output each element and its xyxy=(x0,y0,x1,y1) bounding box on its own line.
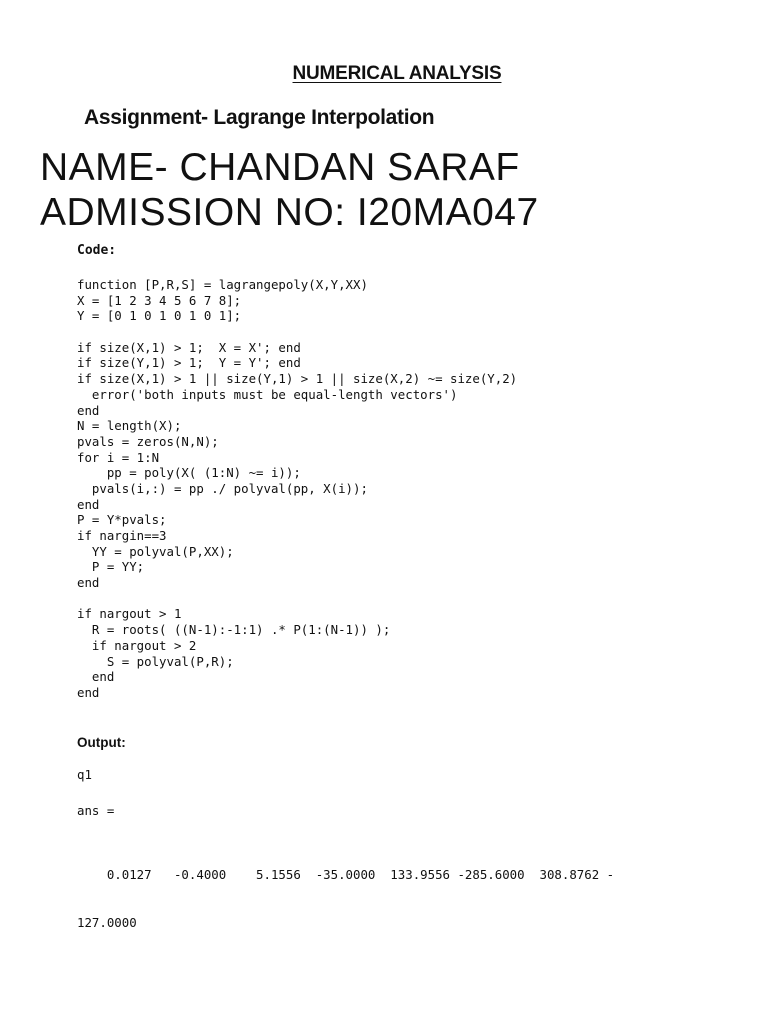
code-line xyxy=(77,324,517,340)
output-heading: Output: xyxy=(77,735,126,750)
code-line: end xyxy=(77,402,100,418)
course-title: NUMERICAL ANALYSIS xyxy=(292,63,502,84)
student-name: NAME- CHANDAN SARAF xyxy=(40,146,520,189)
code-line: if size(X,1) > 1; X = X'; end xyxy=(77,339,301,355)
code-line: P = Y*pvals; xyxy=(77,512,167,528)
code-line xyxy=(77,591,517,607)
code-line: P = YY; xyxy=(77,559,145,575)
code-line: pp = poly(X( (1:N) ~= i)); xyxy=(77,465,301,481)
code-line: if nargin==3 xyxy=(77,528,167,543)
code-line: end xyxy=(77,496,100,512)
code-block xyxy=(77,277,517,701)
code-line: pvals(i,:) = pp ./ polyval(pp, X(i)); xyxy=(77,480,368,496)
admission-number: ADMISSION NO: I20MA047 xyxy=(40,191,539,234)
code-line: N = length(X); xyxy=(77,418,182,434)
assignment-title: Assignment- Lagrange Interpolation xyxy=(84,106,435,129)
output-command: q1 xyxy=(77,767,92,782)
code-line: if size(X,1) > 1 || size(Y,1) > 1 || size(X,2) ~= size(Y,2) xyxy=(77,371,518,387)
code-line: end xyxy=(77,669,115,685)
code-line: if nargout > 2 xyxy=(77,637,197,653)
code-line: S = polyval(P,R); xyxy=(77,653,234,669)
code-line: if size(Y,1) > 1; Y = Y'; end xyxy=(77,355,301,371)
code-heading: Code: xyxy=(77,243,117,258)
output-values-line-1: 0.0127 -0.4000 5.1556 -35.0000 133.9556 -285.6000 308.8762 - xyxy=(77,867,615,882)
code-line: end xyxy=(77,575,100,591)
output-values-line-2: 127.0000 xyxy=(77,915,137,930)
code-line: for i = 1:N xyxy=(77,449,160,465)
output-ans-label: ans = xyxy=(77,803,115,818)
code-line: YY = polyval(P,XX); xyxy=(77,543,234,559)
code-line: end xyxy=(77,684,100,700)
code-line: function [P,R,S] = lagrangepoly(X,Y,XX) xyxy=(77,277,368,292)
code-line: X = [1 2 3 4 5 6 7 8]; xyxy=(77,292,242,308)
code-line: pvals = zeros(N,N); xyxy=(77,433,219,449)
code-line: R = roots( ((N-1):-1:1) .* P(1:(N-1)) ); xyxy=(77,622,391,638)
code-line: error('both inputs must be equal-length vectors') xyxy=(77,386,458,402)
code-line: if nargout > 1 xyxy=(77,606,182,622)
output-values xyxy=(77,835,614,963)
code-line: Y = [0 1 0 1 0 1 0 1]; xyxy=(77,308,242,324)
